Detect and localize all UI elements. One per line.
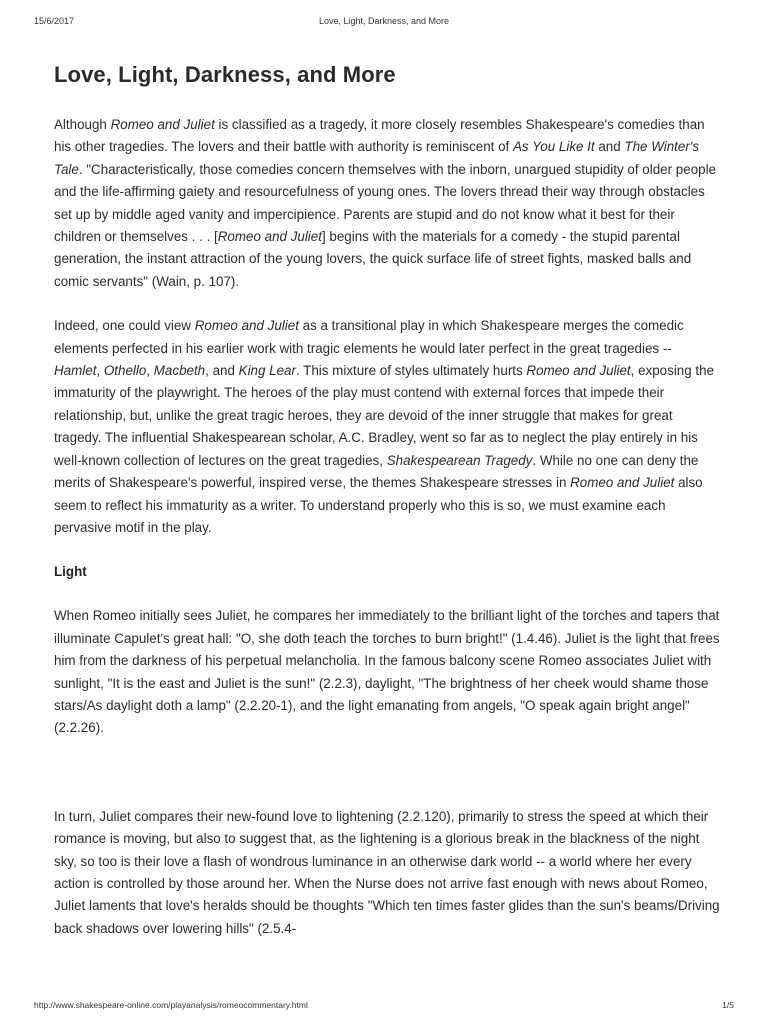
article-title: Love, Light, Darkness, and More	[54, 62, 396, 87]
transitional-play-paragraph: Indeed, one could view Romeo and Juliet as a transitional play in which Shakespeare merges the comedic elements perfected in his earlier work with tragic elements he would later perfect in the great tragedies -- Hamlet, Othello, Macbeth, and King Lear. This mixture of styles ultimately hurts Romeo and Juliet, exposing the immaturity of the playwright. The heroes of the play must contend with external forces that impede their relationship, but, unlike the great tragic heroes, they are devoid of the inner struggle that makes for great tragedy. The influential Shakespearean scholar, A.C. Bradley, went so far as to neglect the play entirely in his well-known collection of lectures on the great tragedies, Shakespearean Tragedy. While no one can deny the merits of Shakespeare's powerful, inspired verse, the themes Shakespeare stresses in Romeo and Juliet also seem to reflect his immaturity as a writer. To understand properly who this is so, we must examine each pervasive motif in the play.	[54, 318, 715, 535]
article	[54, 62, 720, 962]
italic-title: Romeo and Juliet	[217, 229, 322, 245]
section-heading-light: Light	[54, 564, 87, 580]
print-header	[34, 16, 734, 30]
lightening-paragraph: In turn, Juliet compares their new-found love to lightening (2.2.120), primarily to stress the speed at which their romance is moving, but also to suggest that, as the lightening is a glorious break in the blackness of the night sky, so too is their love a flash of wondrous luminance in an otherwise dark world -- a world where her every action is controlled by those around her. When the Nurse does not arrive fast enough with news about Romeo, Juliet laments that love's heralds should be thoughts "Which ten times faster glides than the sun's beams/Driving back shadows over lowering hills" (2.5.4-	[54, 808, 720, 936]
italic-title: Romeo and Juliet	[110, 117, 215, 132]
italic-title: Romeo and Juliet	[570, 475, 675, 491]
italic-title: Shakespearean Tragedy	[386, 452, 533, 468]
italic-title: Hamlet	[54, 363, 97, 379]
blank-spacer	[54, 762, 720, 806]
page-number: 1/5	[722, 1000, 734, 1010]
print-date: 15/6/2017	[34, 16, 75, 26]
print-document-title: Love, Light, Darkness, and More	[318, 16, 450, 26]
light-paragraph: When Romeo initially sees Juliet, he compares her immediately to the brilliant light of the torches and tapers that illuminate Capulet's great hall: "O, she doth teach the torches to burn bright!" (1.4.46). Juliet is the light that frees him from the darkness of his perpetual melancholia. In the famous balcony scene Romeo associates Juliet with sunlight, "It is the east and Juliet is the sun!" (2.2.3), daylight, "The brightness of her cheek would shame those stars/As daylight doth a lamp" (2.2.20-1), and the light emanating from angels, "O speak again bright angel" (2.2.26).	[54, 608, 720, 736]
intro-paragraph: Although Romeo and Juliet is classified as a tragedy, it more closely resembles Shakespeare's comedies than his other tragedies. The lovers and their battle with authority is reminiscent of As You Like It and The Winter's Tale. "Characteristically, those comedies concern themselves with the inborn, unargued stupidity of older people and the life-affirming gaiety and resourcefulness of young ones. The lovers thread their way through obstacles set up by middle aged vanity and impercipience. Parents are stupid and do not know what it best for their children or themselves . . . [Romeo and Juliet] begins with the materials for a comedy - the stupid parental generation, the instant attraction of the young lovers, the quick surface life of street fights, masked balls and comic servants" (Wain, p. 107).	[54, 117, 717, 289]
italic-title: Macbeth	[153, 363, 206, 379]
italic-title: Romeo and Juliet	[526, 363, 631, 379]
italic-title: King Lear	[238, 363, 296, 379]
italic-title: Romeo and Juliet	[194, 318, 299, 334]
italic-title: Othello	[103, 363, 147, 379]
italic-title: The Winter's Tale	[54, 139, 700, 177]
source-url: http://www.shakespeare-online.com/playanalysis/romeocommentary.html	[34, 1000, 308, 1010]
print-footer	[34, 1000, 734, 1012]
italic-title: As You Like It	[512, 139, 595, 155]
